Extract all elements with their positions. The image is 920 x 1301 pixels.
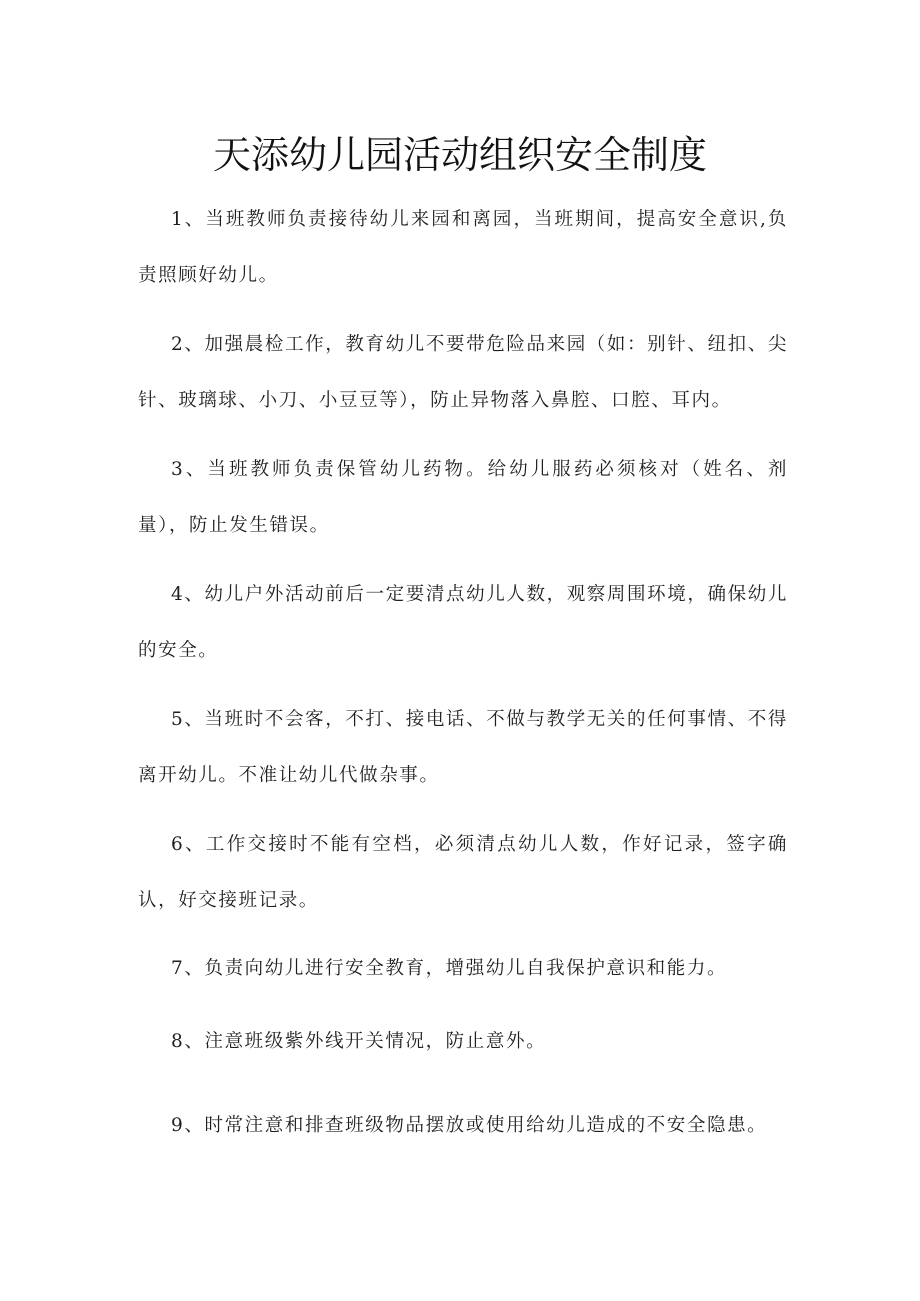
rule-item-2: 2、加强晨检工作，教育幼儿不要带危险品来园（如：别针、纽扣、尖针、玻璃球、小刀、小豆豆等），防止异物落入鼻腔、口腔、耳内。 xyxy=(138,334,788,411)
rule-item-8: 8、注意班级紫外线开关情况，防止意外。 xyxy=(171,1031,547,1052)
document-title: 天添幼儿园活动组织安全制度 xyxy=(212,133,707,177)
rule-item-4: 4、幼儿户外活动前后一定要清点幼儿人数，观察周围环境，确保幼儿的安全。 xyxy=(138,584,788,661)
rule-item-9: 9、时常注意和排查班级物品摆放或使用给幼儿造成的不安全隐患。 xyxy=(171,1115,768,1136)
rule-item-7: 7、负责向幼儿进行安全教育，增强幼儿自我保护意识和能力。 xyxy=(171,958,728,979)
rule-item-5: 5、当班时不会客，不打、接电话、不做与教学无关的任何事情、不得离开幼儿。不准让幼儿代做杂事。 xyxy=(138,709,788,786)
rule-item-1: 1、当班教师负责接待幼儿来园和离园，当班期间，提高安全意识,负责照顾好幼儿。 xyxy=(138,209,788,286)
rule-item-6: 6、工作交接时不能有空档，必须清点幼儿人数，作好记录，签字确认，好交接班记录。 xyxy=(138,834,788,911)
rule-item-3: 3、当班教师负责保管幼儿药物。给幼儿服药必须核对（姓名、剂量），防止发生错误。 xyxy=(138,459,788,536)
